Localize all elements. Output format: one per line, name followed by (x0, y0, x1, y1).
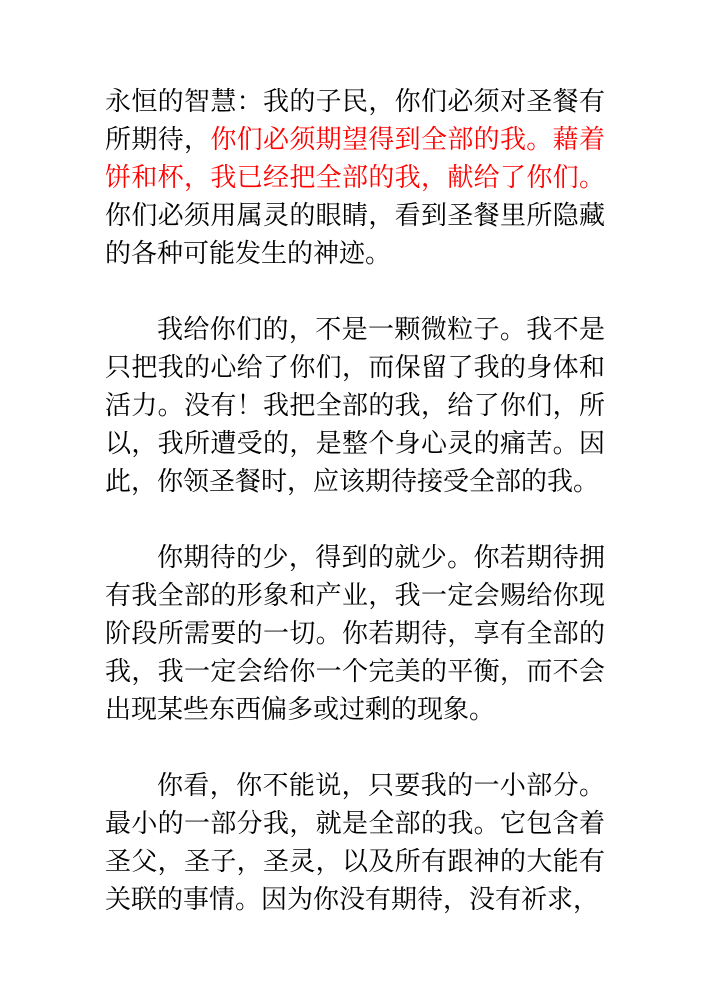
paragraph-1-segment-red-emphasis: 你们必须期望得到全部的我。藉着饼和杯，我已经把全部的我，献给了你们。 (105, 125, 605, 192)
paragraph-1-segment-black-tail: 你们必须用属灵的眼睛，看到圣餐里所隐藏的各种可能发生的神迹。 (105, 201, 605, 268)
paragraph-1-segment-black-lead: 永恒的智慧：我的子民，你们必须对圣餐有所期待， (105, 87, 605, 154)
paragraph-2-text: 我给你们的，不是一颗微粒子。我不是只把我的心给了你们，而保留了我的身体和活力。没有！我把全部的我，给了你们，所以，我所遭受的，是整个身心灵的痛苦。因此，你领圣餐时，应该期待接受全部的我。 (105, 315, 605, 496)
paragraph-3 (105, 539, 605, 729)
paragraph-2 (105, 311, 605, 501)
text-block (105, 83, 605, 957)
paragraph-4 (105, 767, 605, 919)
paragraph-3-text: 你期待的少，得到的就少。你若期待拥有我全部的形象和产业，我一定会赐给你现阶段所需要的一切。你若期待，享有全部的我，我一定会给你一个完美的平衡，而不会出现某些东西偏多或过剩的现象。 (105, 543, 605, 724)
paragraph-1 (105, 83, 605, 273)
paragraph-4-text: 你看，你不能说，只要我的一小部分。最小的一部分我，就是全部的我。它包含着圣父，圣子，圣灵，以及所有跟神的大能有关联的事情。因为你没有期待，没有祈求， (105, 771, 605, 914)
